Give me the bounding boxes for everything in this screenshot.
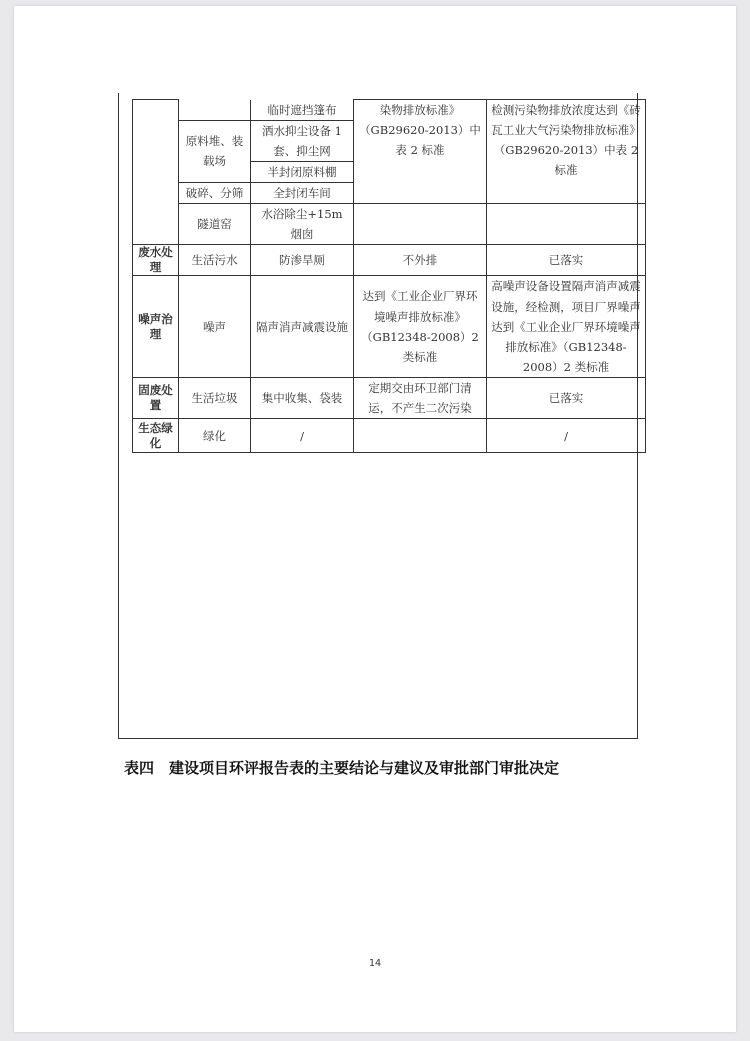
table-row bbox=[133, 100, 646, 121]
standard-cell: 不外排 bbox=[354, 245, 487, 276]
status-cell: 已落实 bbox=[487, 245, 646, 276]
category-cell: 废水处理 bbox=[133, 245, 179, 276]
measure-cell: 防渗旱厕 bbox=[251, 245, 354, 276]
table-row bbox=[133, 419, 646, 453]
source-cell: 生活污水 bbox=[179, 245, 251, 276]
standard-cell bbox=[354, 419, 487, 453]
measure-cell: 半封闭原料棚 bbox=[251, 161, 354, 182]
page-number: 14 bbox=[368, 958, 382, 969]
document-page bbox=[14, 6, 736, 1032]
source-cell: 破碎、分筛 bbox=[179, 183, 251, 204]
measure-cell: / bbox=[251, 419, 354, 453]
source-cell: 隧道窑 bbox=[179, 204, 251, 245]
measure-cell: 隔声消声减震设施 bbox=[251, 276, 354, 378]
status-text: 检测污染物排放浓度达到《砖瓦工业大气污染物排放标准》（GB29620-2013）中表 2 标准 bbox=[491, 103, 641, 178]
status-cell: 高噪声设备设置隔声消声减震设施，经检测，项目厂界噪声达到《工业企业厂界环境噪声排放标准》（GB12348-2008）2 类标准 bbox=[487, 276, 646, 378]
table-row bbox=[133, 204, 646, 245]
measure-cell: 临时遮挡篷布 bbox=[251, 100, 354, 121]
status-cell bbox=[487, 204, 646, 245]
source-cell bbox=[179, 100, 251, 121]
status-cell: / bbox=[487, 419, 646, 453]
table-row bbox=[133, 378, 646, 419]
source-cell: 生活垃圾 bbox=[179, 378, 251, 419]
standard-text: 染物排放标准》（GB29620-2013）中表 2 标准 bbox=[359, 103, 481, 158]
source-cell: 原料堆、装载场 bbox=[179, 120, 251, 182]
standard-cell: 定期交由环卫部门清运，不产生二次污染 bbox=[354, 378, 487, 419]
source-cell: 绿化 bbox=[179, 419, 251, 453]
category-cell: 噪声治理 bbox=[133, 276, 179, 378]
measure-cell: 水浴除尘+15m 烟囱 bbox=[251, 204, 354, 245]
standard-cell: 达到《工业企业厂界环境噪声排放标准》（GB12348-2008）2 类标准 bbox=[354, 276, 487, 378]
table-row bbox=[133, 276, 646, 378]
category-cell: 固废处置 bbox=[133, 378, 179, 419]
source-cell: 噪声 bbox=[179, 276, 251, 378]
table-row bbox=[133, 245, 646, 276]
measure-cell: 全封闭车间 bbox=[251, 183, 354, 204]
standard-cell bbox=[354, 204, 487, 245]
measure-cell: 集中收集、袋装 bbox=[251, 378, 354, 419]
category-cell-blank bbox=[133, 100, 179, 245]
measure-cell: 洒水抑尘设备 1 套、抑尘网 bbox=[251, 120, 354, 161]
status-cell bbox=[487, 100, 646, 204]
category-cell: 生态绿化 bbox=[133, 419, 179, 453]
environmental-measures-table bbox=[132, 99, 646, 453]
section-title: 表四 建设项目环评报告表的主要结论与建议及审批部门审批决定 bbox=[124, 759, 560, 777]
standard-cell bbox=[354, 100, 487, 204]
status-cell: 已落实 bbox=[487, 378, 646, 419]
